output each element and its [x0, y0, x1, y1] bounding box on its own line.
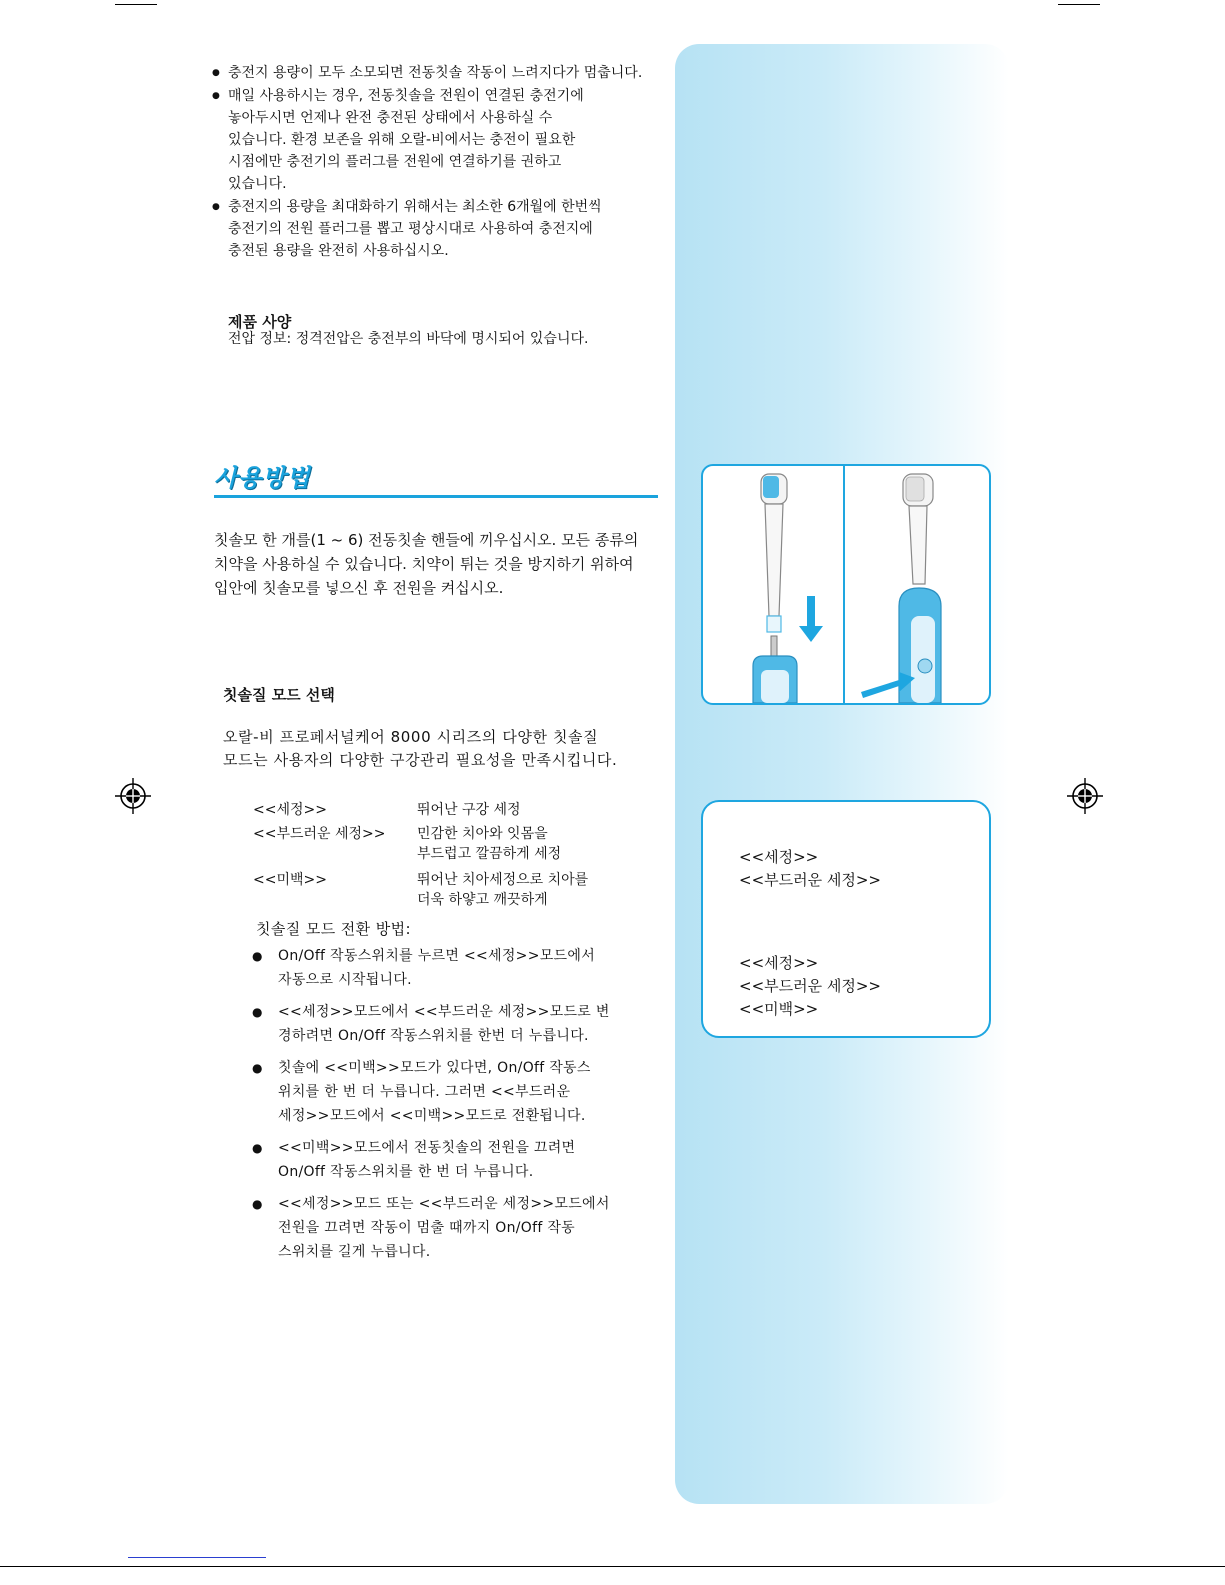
mode-label: <<부드러운 세정>> — [739, 871, 881, 889]
brush-head-illustration — [701, 464, 991, 705]
mode-table — [253, 800, 588, 910]
table-row — [253, 824, 588, 870]
modes-intro: 오랄-비 프로페서널케어 8000 시리즈의 다양한 칫솔질 모드는 사용자의 다양한 구강관리 필요성을 만족시킵니다. — [223, 728, 618, 769]
list-item — [252, 1056, 642, 1128]
switch-list — [252, 944, 642, 1272]
usage-heading: 사용방법 — [214, 464, 311, 492]
mode-name: <<부드러운 세정>> — [253, 826, 386, 842]
mode-group-1 — [739, 846, 881, 892]
battery-bullet — [212, 196, 652, 262]
list-item — [252, 1136, 642, 1184]
registration-mark-left-icon — [115, 778, 151, 814]
switch-bullet-text: <<세정>>모드에서 <<부드러운 세정>>모드로 변 경하려면 On/Off 작동스위치를 한번 더 누릅니다. — [278, 1004, 610, 1044]
mode-desc: 뛰어난 치아세정으로 치아를 더욱 하얗고 깨끗하게 — [417, 872, 589, 908]
mode-label: <<세정>> — [739, 848, 819, 866]
battery-notes — [212, 62, 652, 263]
battery-bullet-text: 충전지의 용량을 최대화하기 위해서는 최소한 6개월에 한번씩 충전기의 전원 플러그를 뽑고 평상시대로 사용하여 충전지에 충전된 용량을 완전히 사용하십시오. — [228, 199, 602, 259]
usage-heading-rule — [214, 495, 658, 498]
table-row — [253, 800, 588, 824]
battery-bullet-text: 충전지 용량이 모두 소모되면 전동칫솔 작동이 느려지다가 멈춥니다. — [228, 65, 643, 81]
switch-title: 칫솔질 모드 전환 방법: — [256, 920, 411, 938]
switch-bullet-text: On/Off 작동스위치를 누르면 <<세정>>모드에서 자동으로 시작됩니다. — [278, 948, 596, 988]
list-item — [252, 944, 642, 992]
usage-intro: 칫솔모 한 개를(1 ~ 6) 전동칫솔 핸들에 끼우십시오. 모든 종류의 치약을 사용하실 수 있습니다. 치약이 튀는 것을 방지하기 위하여 입안에 칫솔모를 넣으신 후 전원을 켜십시오. — [214, 531, 639, 597]
mode-label: <<부드러운 세정>> — [739, 977, 881, 995]
switch-bullet-text: <<세정>>모드 또는 <<부드러운 세정>>모드에서 전원을 끄려면 작동이 멈출 때까지 On/Off 작동 스위치를 길게 누릅니다. — [278, 1196, 610, 1260]
mode-label: <<미백>> — [739, 1000, 819, 1018]
sidebar-strip — [675, 44, 1009, 1504]
toothbrush-illustration-icon — [703, 466, 989, 703]
modes-title: 칫솔질 모드 선택 — [223, 686, 335, 704]
battery-bullet-text: 매일 사용하시는 경우, 전동칫솔을 전원이 연결된 충전기에 놓아두시면 언제나 완전 충전된 상태에서 사용하실 수 있습니다. 환경 보존을 위해 오랄-비에서는 충전이 필요한 시점에만 충전기의 플러그를 전원에 연결하기를 권하고 있습니다. — [228, 88, 584, 192]
table-row — [253, 870, 588, 910]
battery-bullet — [212, 85, 652, 195]
crop-mark-top-right — [1058, 4, 1100, 5]
list-item — [252, 1000, 642, 1048]
switch-bullet-text: 칫솔에 <<미백>>모드가 있다면, On/Off 작동스 위치를 한 번 더 누릅니다. 그러면 <<부드러운 세정>>모드에서 <<미백>>모드로 전환됩니다. — [278, 1060, 591, 1124]
mode-name: <<세정>> — [253, 802, 327, 818]
switch-bullet-text: <<미백>>모드에서 전동칫솔의 전원을 끄려면 On/Off 작동스위치를 한 번 더 누릅니다. — [278, 1140, 576, 1180]
list-item — [252, 1192, 642, 1264]
mode-desc: 민감한 치아와 잇몸을 부드럽고 깔끔하게 세정 — [417, 826, 562, 862]
battery-bullet — [212, 62, 652, 84]
mode-name: <<미백>> — [253, 872, 327, 888]
mode-group-2 — [739, 952, 881, 1021]
registration-mark-right-icon — [1067, 778, 1103, 814]
mode-label: <<세정>> — [739, 954, 819, 972]
bottom-rule — [0, 1566, 1225, 1567]
specs-title: 제품 사양 — [228, 313, 292, 331]
mode-desc: 뛰어난 구강 세정 — [417, 802, 521, 818]
mode-summary-box — [701, 800, 991, 1038]
crop-mark-top-left — [115, 4, 157, 5]
specs-text: 전압 정보: 정격전압은 충전부의 바닥에 명시되어 있습니다. — [228, 331, 589, 347]
crop-mark-bottom-left — [128, 1557, 266, 1558]
